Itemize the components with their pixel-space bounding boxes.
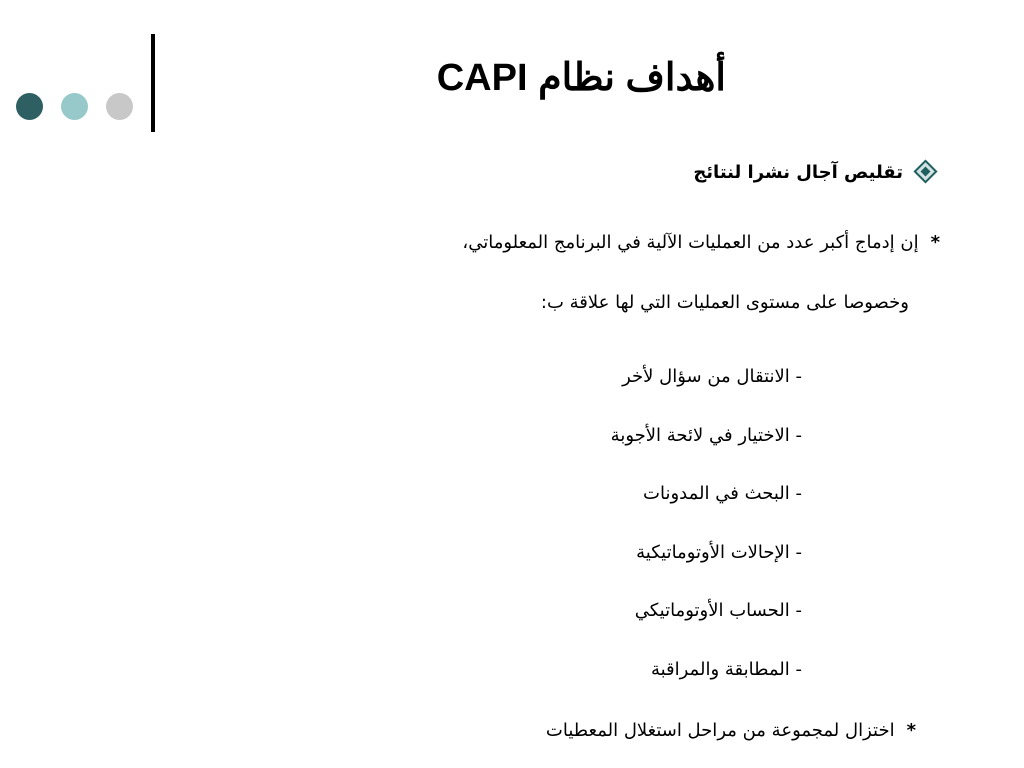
title-divider-line (151, 34, 155, 132)
diamond-bullet-icon (913, 159, 937, 183)
list-item: - المطابقة والمراقبة (650, 658, 802, 680)
dot-grey (106, 93, 133, 120)
star-bullet: * (906, 720, 916, 741)
star-bullet: * (930, 232, 940, 253)
list-item: - الانتقال من سؤال لأخر (622, 366, 802, 387)
dot-light-teal (61, 93, 88, 120)
list-item: - الاختيار في لائحة الأجوبة (610, 424, 802, 446)
last-point-text: اختزال لمجموعة من مراحل استغلال المعطيات (545, 720, 895, 741)
list-item: - الإحالات الأوتوماتيكية (636, 541, 802, 563)
paragraph-line-1 (462, 228, 940, 258)
paragraph-line-2: وخصوصا على مستوى العمليات التي لها علاقة ب: (540, 292, 909, 313)
dot-dark (16, 93, 43, 120)
list-item: - الحساب الأوتوماتيكي (634, 600, 802, 621)
operations-list (382, 362, 802, 713)
paragraph-line-1-text: إن إدماج أكبر عدد من العمليات الآلية في البرنامج المعلوماتي، (462, 232, 919, 253)
heading-text: تقليص آجال نشرا لنتائج (693, 162, 903, 183)
heading-row (693, 158, 934, 188)
slide-title: أهداف نظام CAPI (436, 57, 726, 99)
list-item: - البحث في المدونات (643, 483, 802, 504)
last-point (546, 716, 916, 746)
